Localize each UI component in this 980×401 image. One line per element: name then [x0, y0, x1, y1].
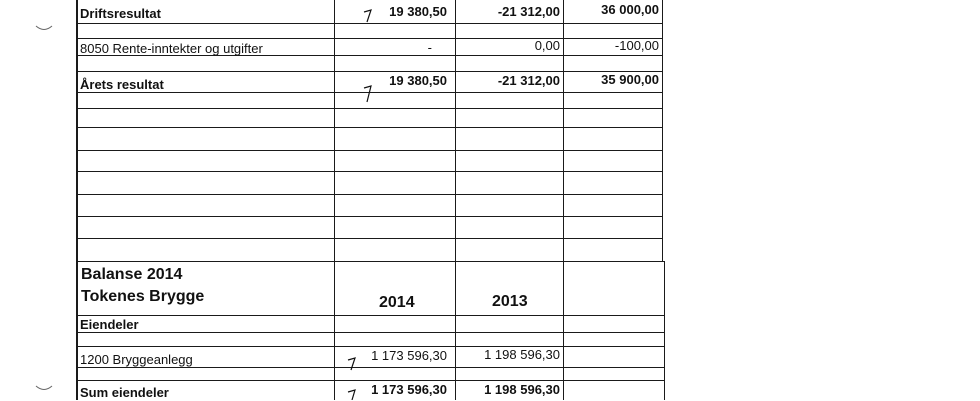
section-eiendeler: Eiendeler: [80, 317, 139, 332]
row-line: [76, 216, 663, 217]
asset-label: 1200 Bryggeanlegg: [80, 352, 193, 367]
rente-budget: -100,00: [614, 38, 659, 53]
arets-resultat-2014: 19 380,50: [389, 73, 447, 88]
binder-mark-icon: [34, 384, 54, 394]
driftsresultat-budget: 36 000,00: [601, 2, 659, 17]
rente-2013: 0,00: [534, 38, 560, 53]
asset-2013: 1 198 596,30: [484, 347, 560, 362]
row-line: [76, 108, 663, 109]
row-line: [76, 315, 665, 316]
check-mark-icon: [346, 354, 364, 372]
column-divider-3: [563, 0, 564, 400]
asset-2014: 1 173 596,30: [371, 348, 447, 363]
row-line: [76, 346, 665, 347]
row-line: [76, 150, 663, 151]
driftsresultat-2014: 19 380,50: [389, 4, 447, 19]
column-divider-2: [455, 0, 456, 400]
arets-resultat-budget: 35 900,00: [601, 72, 659, 87]
row-line: [76, 171, 663, 172]
balance-subtitle: Tokenes Brygge: [81, 288, 205, 305]
table-left-border: [76, 0, 78, 400]
rente-label: 8050 Rente-inntekter og utgifter: [80, 41, 263, 56]
sum-eiendeler-label: Sum eiendeler: [80, 385, 169, 400]
rente-2014: -: [427, 40, 432, 55]
sum-eiendeler-2013: 1 198 596,30: [484, 382, 560, 397]
check-mark-icon: [362, 82, 380, 104]
sum-eiendeler-2014: 1 173 596,30: [371, 382, 447, 397]
row-line: [76, 194, 663, 195]
arets-resultat-label: Årets resultat: [80, 77, 164, 92]
column-divider-1: [334, 0, 335, 400]
balance-title: Balanse 2014: [81, 266, 183, 283]
year-2013-header: 2013: [492, 293, 528, 310]
driftsresultat-label: Driftsresultat: [80, 6, 161, 21]
check-mark-icon: [346, 386, 364, 400]
row-line: [76, 261, 665, 262]
row-line: [76, 332, 665, 333]
row-line: [76, 238, 663, 239]
driftsresultat-2013: -21 312,00: [497, 4, 560, 19]
table-right-border: [662, 0, 663, 262]
year-2014-header: 2014: [379, 294, 415, 311]
row-line: [76, 380, 665, 381]
binder-mark-icon: [34, 24, 54, 34]
row-line: [76, 127, 663, 128]
arets-resultat-2013: -21 312,00: [497, 73, 560, 88]
check-mark-icon: [362, 6, 380, 24]
